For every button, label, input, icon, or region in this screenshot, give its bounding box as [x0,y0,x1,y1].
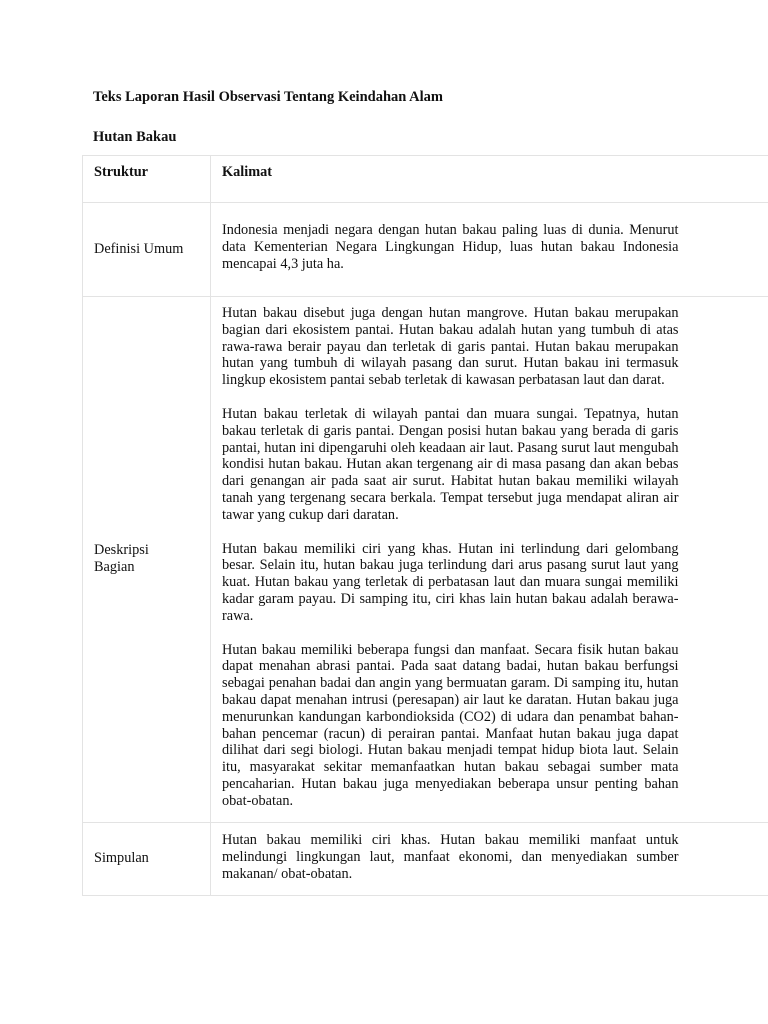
row-content-deskripsi-bagian [211,297,768,823]
paragraph-deskripsi-3: Hutan bakau memiliki ciri yang khas. Hutan ini terlindung dari gelombang besar. Selain itu, hutan bakau juga terlindung dari arus pasang surut laut yang kuat. Hutan bakau yang terletak di perbatasan laut dan muara sungai memiliki kadar garam payau. Di samping itu, ciri khas lain hutan bakau adalah berawa-rawa. [222,540,679,624]
row-content-definisi-umum [211,203,768,297]
table-row-definisi-umum [83,203,768,297]
observation-report-table [82,155,768,896]
paragraph-definisi-umum: Indonesia menjadi negara dengan hutan bakau paling luas di dunia. Menurut data Kementerian Negara Lingkungan Hidup, luas hutan bakau Indonesia mencapai 4,3 juta ha. [222,222,679,272]
row-label-deskripsi-line2: Bagian [94,559,135,576]
document-title: Teks Laporan Hasil Observasi Tentang Keindahan Alam [93,89,443,105]
header-struktur [83,156,211,203]
paragraph-deskripsi-1: Hutan bakau disebut juga dengan hutan mangrove. Hutan bakau merupakan bagian dari ekosistem pantai. Hutan bakau adalah hutan yang tumbuh di atas rawa-rawa berair payau dan terletak di garis pantai. Hutan bakau merupakan hutan yang tumbuh di wilayah pasang dan surut. Hutan bakau ini termasuk lingkup ekosistem pantai sebab terletak di kawasan perbatasan laut dan darat. [222,305,679,389]
header-struktur-label: Struktur [94,164,149,181]
paragraph-simpulan: Hutan bakau memiliki ciri khas. Hutan bakau memiliki manfaat untuk melindungi lingkungan laut, manfaat ekonomi, dan menyediakan sumber makanan/ obat-obatan. [222,832,679,882]
section-title: Hutan Bakau [93,129,177,145]
header-kalimat [211,156,768,203]
paragraph-deskripsi-2: Hutan bakau terletak di wilayah pantai dan muara sungai. Tepatnya, hutan bakau terletak di garis pantai. Dengan posisi hutan bakau yang berada di garis pantai, hutan ini dipengaruhi oleh keadaan air laut. Pasang surut laut mengubah kondisi hutan bakau. Hutan akan tergenang air di masa pasang dan akan bebas dari genangan air pada saat air surut. Habitat hutan bakau memiliki wilayah tanah yang tergenang secara berkala. Tempat tersebut juga mendapat aliran air tawar yang cukup dari daratan. [222,405,679,523]
row-label-definisi-umum: Definisi Umum [83,203,211,297]
row-label-simpulan: Simpulan [83,822,211,895]
row-label-deskripsi-bagian [83,297,211,823]
table-header-row [83,156,768,203]
row-label-deskripsi-line1: Deskripsi [94,542,149,559]
table-row-simpulan [83,822,768,895]
header-kalimat-label: Kalimat [222,164,273,181]
row-content-simpulan [211,822,768,895]
table-row-deskripsi-bagian [83,297,768,823]
paragraph-deskripsi-4: Hutan bakau memiliki beberapa fungsi dan manfaat. Secara fisik hutan bakau dapat menahan abrasi pantai. Pada saat datang badai, hutan bakau berfungsi sebagai penahan badai dan angin yang bermuatan garam. Di samping itu, hutan bakau dapat menahan intrusi (peresapan) air laut ke daratan. Hutan bakau juga menurunkan kandungan karbondioksida (CO2) di udara dan penambat bahan-bahan pencemar (racun) di perairan pantai. Manfaat hutan bakau juga dapat dilihat dari segi biologi. Hutan bakau menjadi tempat hidup biota laut. Selain itu, masyarakat sekitar memanfaatkan hutan bakau sebagai sumber mata pencaharian. Hutan bakau juga menyediakan beberapa unsur penting bahan obat-obatan. [222,641,679,809]
